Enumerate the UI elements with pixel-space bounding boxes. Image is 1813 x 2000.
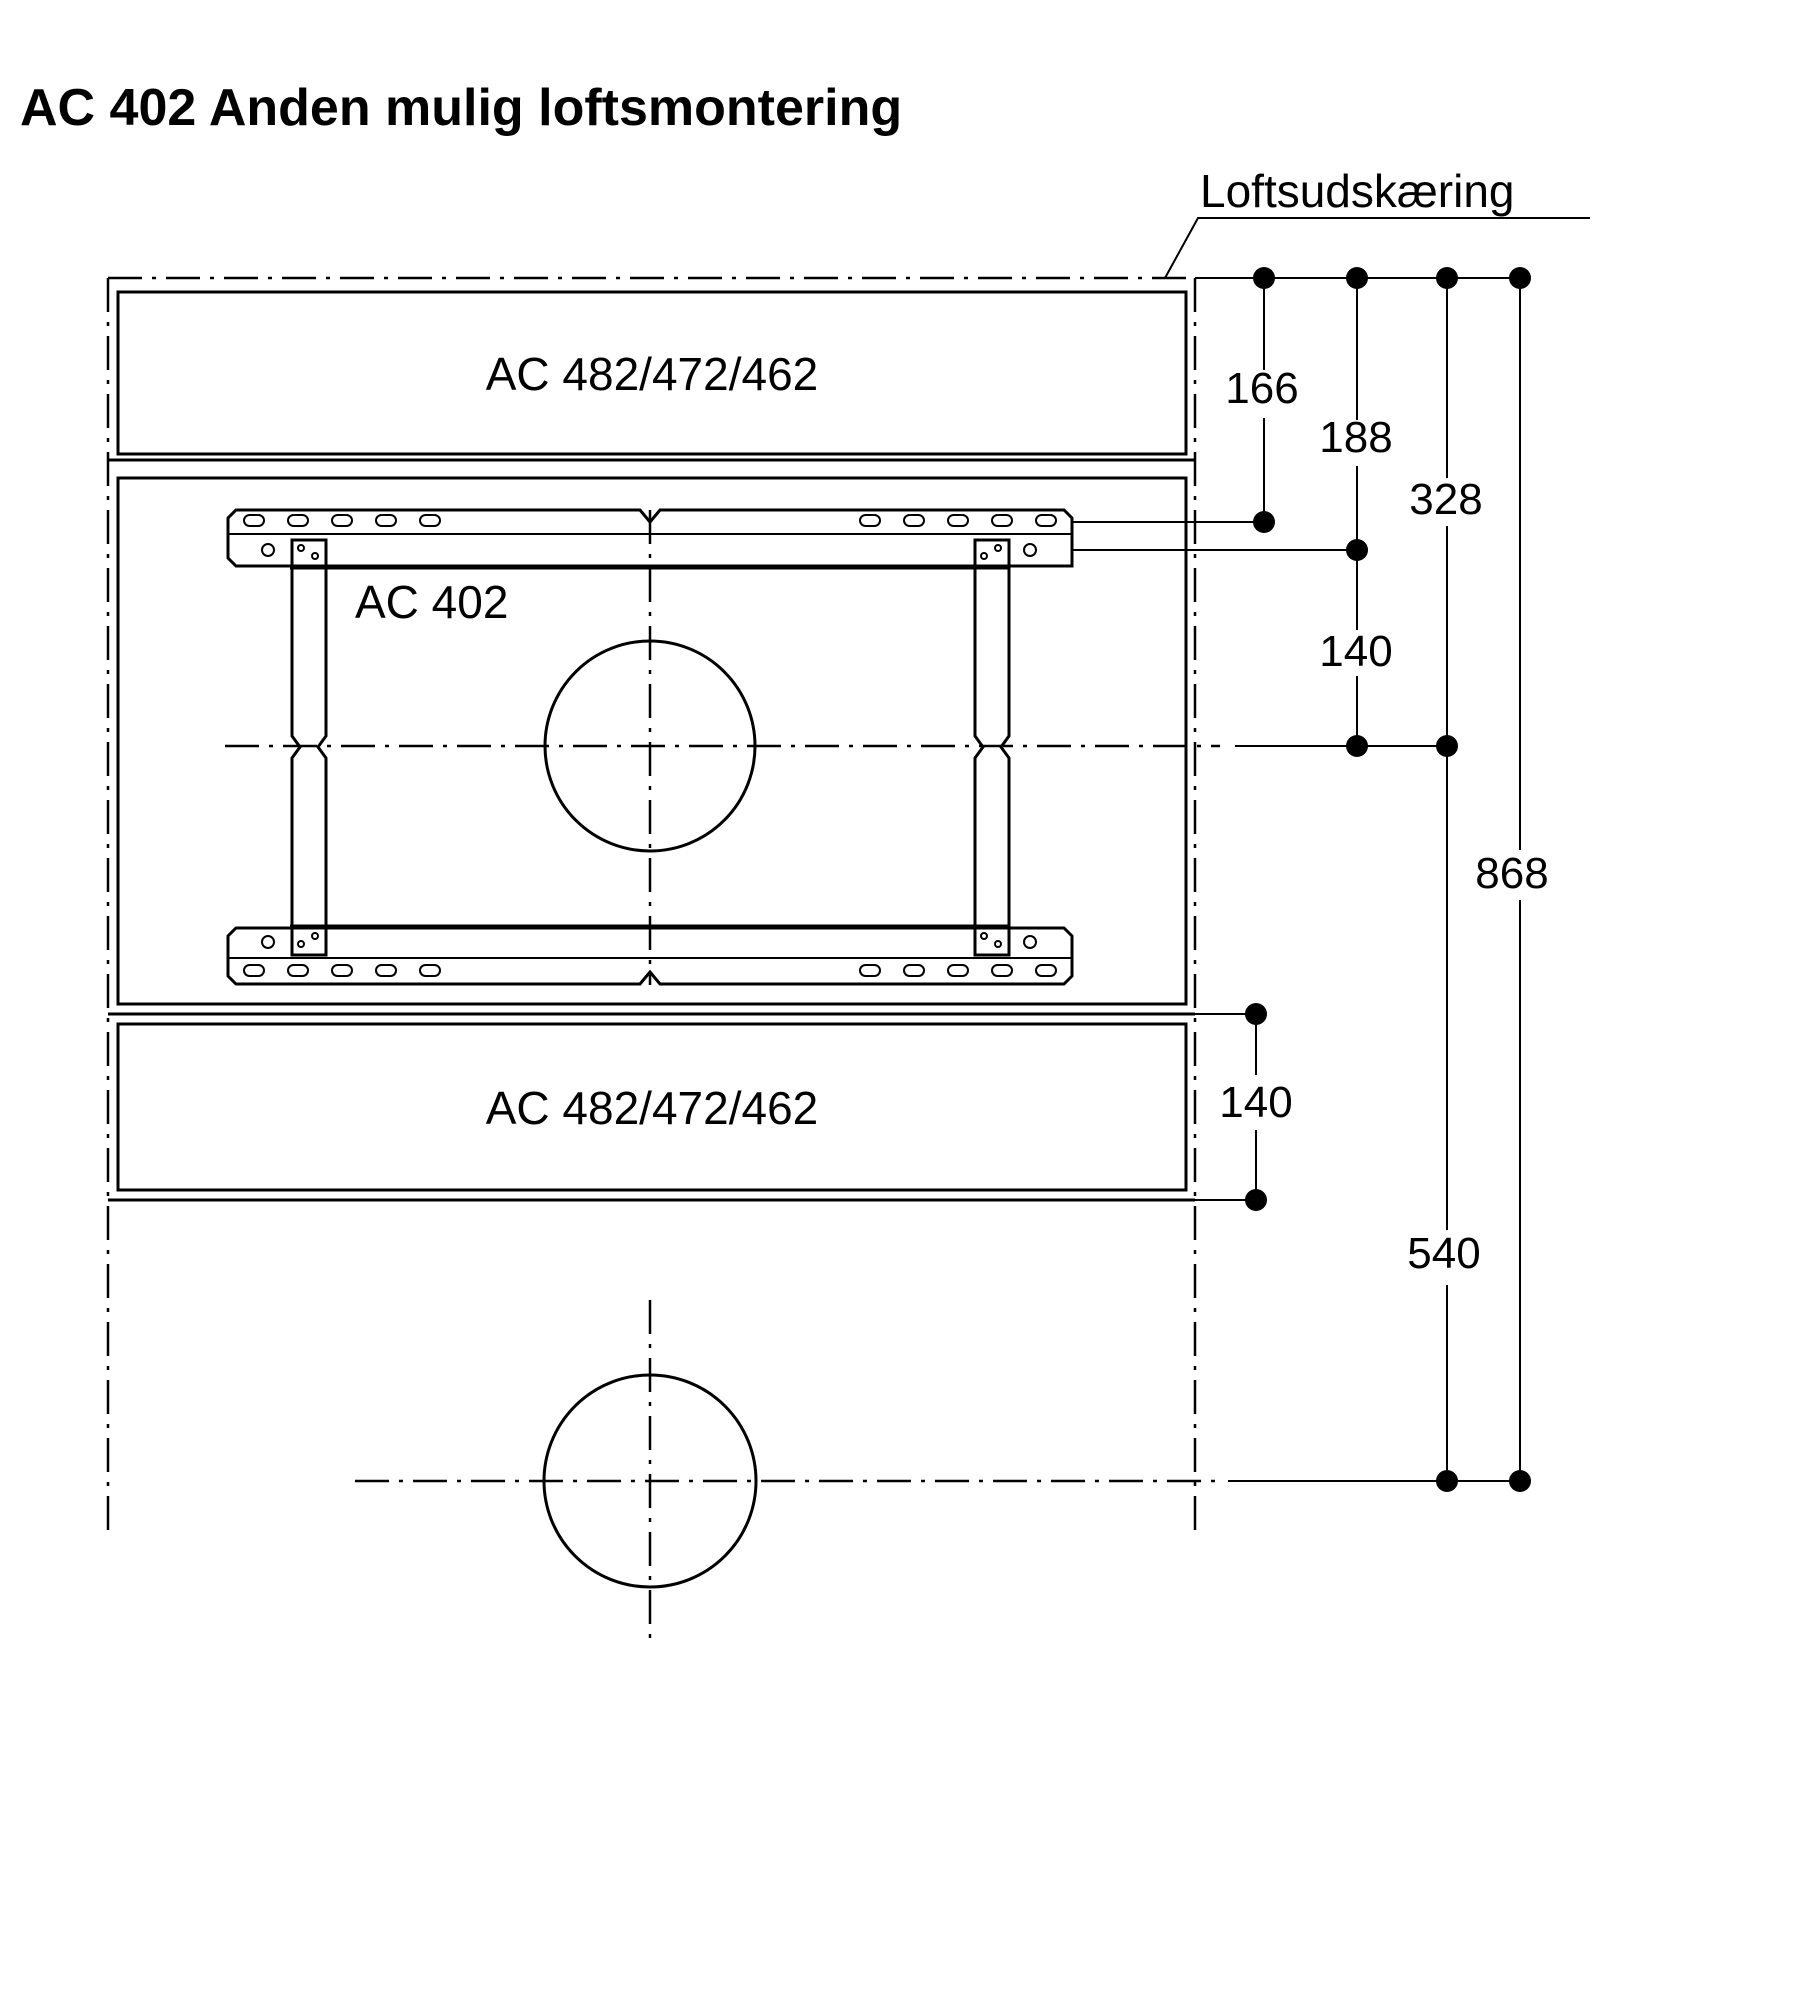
page-title: AC 402 Anden mulig loftsmontering [20,79,903,137]
dim-140-lower: 140 [1219,1078,1293,1127]
bottom-module-label: AC 482/472/462 [485,1082,819,1134]
middle-module-label: AC 402 [355,576,509,628]
dimension-lines [1072,278,1520,1481]
lower-axis-lines [355,1300,1225,1645]
dim-868: 868 [1475,849,1549,898]
top-module-label: AC 482/472/462 [485,348,819,400]
ceiling-cutout-label: Loftsudskæring [1200,165,1515,217]
ceiling-cutout-outline [108,278,1195,1540]
dim-188: 188 [1319,413,1393,462]
dim-140-upper: 140 [1319,627,1393,676]
dim-328: 328 [1409,475,1483,524]
dim-540: 540 [1407,1229,1481,1278]
dim-166: 166 [1225,364,1299,413]
